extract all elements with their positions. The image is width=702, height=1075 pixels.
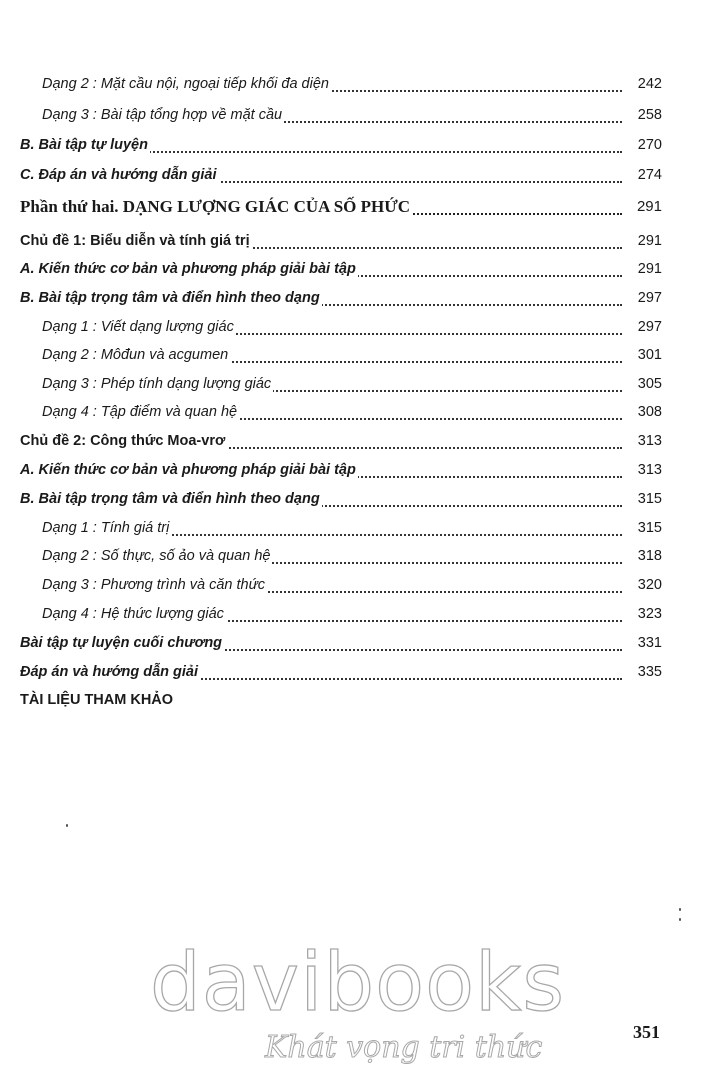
toc-entry-page: 242: [634, 73, 662, 95]
scan-speck: [679, 908, 681, 911]
toc-entry-page: 274: [634, 164, 662, 186]
toc-entry-page: 291: [634, 230, 662, 252]
toc-entry: [0, 316, 702, 338]
toc-entry-page: 305: [634, 373, 662, 395]
toc-entry: [0, 517, 702, 539]
toc-entry-page: 320: [634, 574, 662, 596]
scan-speck: [679, 918, 681, 921]
toc-entry: [0, 258, 702, 280]
toc-entry-title: C. Đáp án và hướng dẫn giải: [20, 164, 219, 186]
toc-entry-title: Dạng 1 : Viết dạng lượng giác: [42, 316, 236, 338]
toc-entry-title: Dạng 2 : Môđun và acgumen: [42, 344, 230, 366]
toc-entry-title: Đáp án và hướng dẫn giải: [20, 661, 200, 683]
toc-entry: [0, 459, 702, 481]
toc-entry-page: 313: [634, 430, 662, 452]
toc-entry-title: B. Bài tập trọng tâm và điển hình theo dạng: [20, 287, 322, 309]
toc-entry: [0, 373, 702, 395]
toc-entry: [0, 661, 702, 683]
toc-entry-title: B. Bài tập trọng tâm và điển hình theo dạng: [20, 488, 322, 510]
toc-entry-references: [0, 689, 702, 711]
toc-entry-title: Dạng 3 : Phép tính dạng lượng giác: [42, 373, 273, 395]
toc-entry: [0, 196, 702, 218]
toc-entry-title: Phần thứ hai. DẠNG LƯỢNG GIÁC CỦA SỐ PHỨC: [20, 197, 411, 216]
toc-entry: [0, 164, 702, 186]
toc-entry-title: A. Kiến thức cơ bản và phương pháp giải bài tập: [20, 258, 358, 280]
toc-entry-page: 301: [634, 344, 662, 366]
toc-entry: [0, 73, 702, 95]
toc-entry-title: Dạng 2 : Số thực, số ảo và quan hệ: [42, 545, 272, 567]
toc-entry-title: Chủ đề 2: Công thức Moa-vrơ: [20, 430, 227, 452]
toc-entry: [0, 104, 702, 126]
toc-entry-page: 297: [634, 287, 662, 309]
toc-entry: [0, 344, 702, 366]
toc-entry: [0, 574, 702, 596]
toc-entry-title: A. Kiến thức cơ bản và phương pháp giải bài tập: [20, 459, 358, 481]
toc-entry-page: 291: [633, 196, 662, 218]
toc-entry: [0, 430, 702, 452]
toc-entry-title: Dạng 4 : Hệ thức lượng giác: [42, 603, 226, 625]
page-number: 351: [633, 1022, 660, 1042]
toc-entry-page: 318: [634, 545, 662, 567]
toc-entry-title: Dạng 2 : Mặt cầu nội, ngoại tiếp khối đa diện: [42, 73, 331, 95]
toc-entry: [0, 603, 702, 625]
toc-entry: [0, 134, 702, 156]
toc-entry: [0, 401, 702, 423]
watermark-brand: davibooks: [150, 936, 566, 1029]
toc-entry-page: 291: [634, 258, 662, 280]
toc-entry-title: Dạng 4 : Tập điểm và quan hệ: [42, 401, 239, 423]
toc-entry-page: 313: [634, 459, 662, 481]
toc-entry: [0, 230, 702, 252]
toc-entry-page: 335: [634, 661, 662, 683]
toc-entry: [0, 632, 702, 654]
toc-entry-page: 308: [634, 401, 662, 423]
toc-entry: [0, 287, 702, 309]
toc-entry-page: 315: [634, 488, 662, 510]
toc-entry-page: 315: [634, 517, 662, 539]
toc-entry-title: Dạng 1 : Tính giá trị: [42, 517, 171, 539]
references-heading: TÀI LIỆU THAM KHẢO: [20, 689, 175, 711]
toc-entry: [0, 488, 702, 510]
watermark-tagline: Khát vọng tri thức: [265, 1030, 543, 1065]
toc-entry-page: 258: [634, 104, 662, 126]
toc-entry-title: Dạng 3 : Bài tập tổng hợp về mặt cầu: [42, 104, 284, 126]
toc-entry-title: B. Bài tập tự luyện: [20, 134, 150, 156]
toc-entry-title: Chủ đề 1: Biểu diễn và tính giá trị: [20, 230, 252, 252]
toc-entry-page: 270: [634, 134, 662, 156]
toc-entry-title: Dạng 3 : Phương trình và căn thức: [42, 574, 267, 596]
toc-entry: [0, 545, 702, 567]
scan-speck: [66, 824, 68, 827]
toc-entry-page: 323: [634, 603, 662, 625]
toc-entry-title: Bài tập tự luyện cuối chương: [20, 632, 224, 654]
toc-entry-page: 331: [634, 632, 662, 654]
toc-entry-page: 297: [634, 316, 662, 338]
